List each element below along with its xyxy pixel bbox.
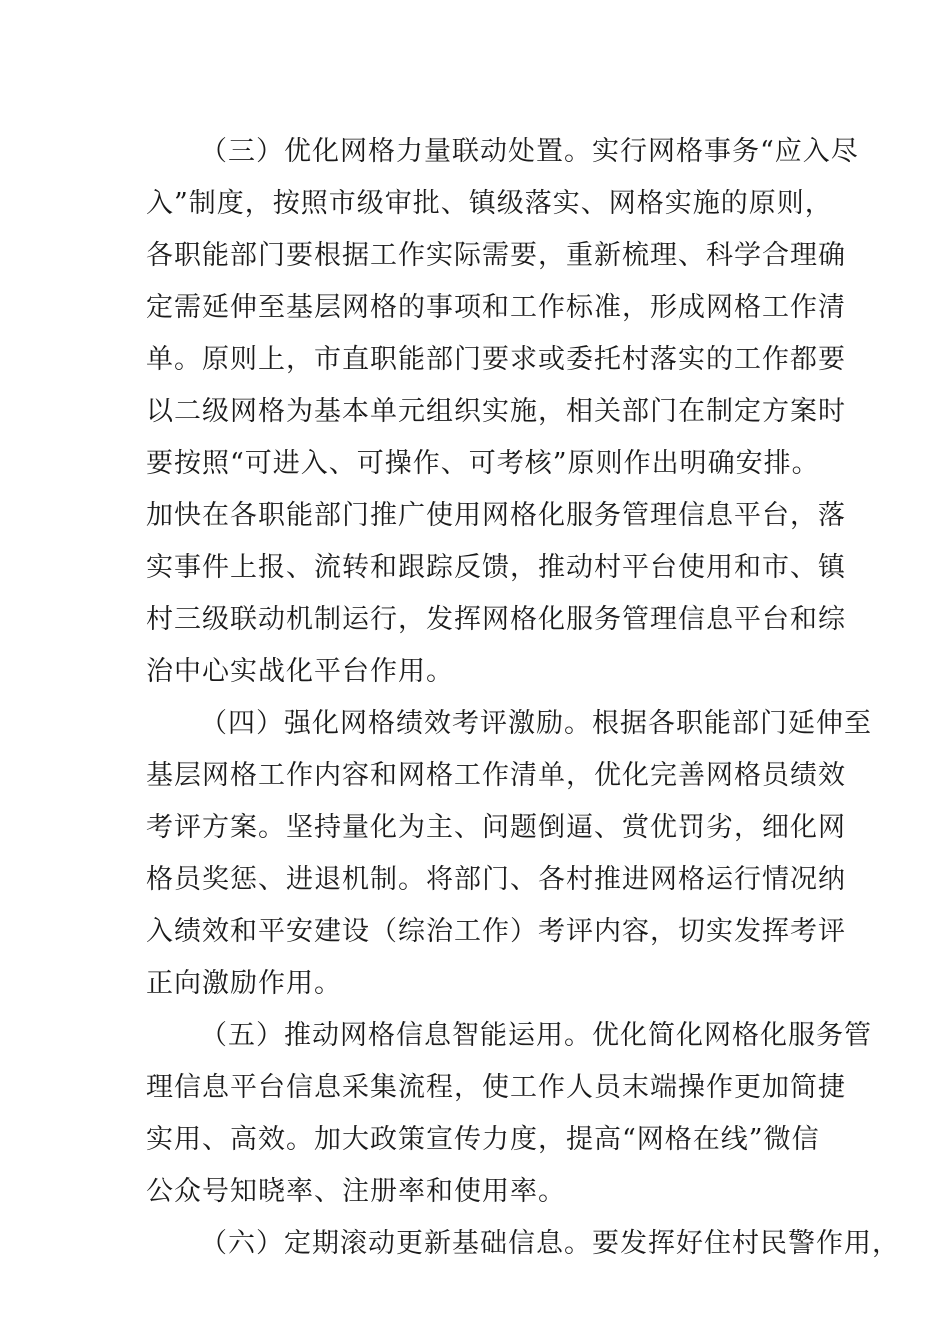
- paragraph-3-line-1: （三）优化网格力量联动处置。实行网格事务“应入尽: [200, 136, 859, 167]
- paragraph-5-line-3: 实用、高效。加大政策宣传力度，提高“网格在线”微信: [146, 1124, 820, 1155]
- paragraph-3-line-5: 单。原则上，市直职能部门要求或委托村落实的工作都要: [146, 344, 846, 375]
- paragraph-3-line-10: 村三级联动机制运行，发挥网格化服务管理信息平台和综: [146, 604, 846, 635]
- paragraph-4-line-5: 入绩效和平安建设（综治工作）考评内容，切实发挥考评: [146, 916, 846, 947]
- paragraph-4-line-3: 考评方案。坚持量化为主、问题倒逼、赏优罚劣，细化网: [146, 812, 846, 843]
- paragraph-4-line-1: （四）强化网格绩效考评激励。根据各职能部门延伸至: [200, 708, 872, 739]
- paragraph-3-line-8: 加快在各职能部门推广使用网格化服务管理信息平台，落: [146, 500, 846, 531]
- paragraph-3-line-7: 要按照“可进入、可操作、可考核”原则作出明确安排。: [146, 448, 820, 479]
- paragraph-3-line-6: 以二级网格为基本单元组织实施，相关部门在制定方案时: [146, 396, 846, 427]
- paragraph-5-line-2: 理信息平台信息采集流程，使工作人员末端操作更加简捷: [146, 1072, 846, 1103]
- paragraph-3-line-2: 入”制度，按照市级审批、镇级落实、网格实施的原则，: [146, 188, 833, 219]
- paragraph-4-line-2: 基层网格工作内容和网格工作清单，优化完善网格员绩效: [146, 760, 846, 791]
- paragraph-5-line-1: （五）推动网格信息智能运用。优化简化网格化服务管: [200, 1020, 872, 1051]
- paragraph-4-line-4: 格员奖惩、进退机制。将部门、各村推进网格运行情况纳: [146, 864, 846, 895]
- paragraph-3-line-3: 各职能部门要根据工作实际需要，重新梳理、科学合理确: [146, 240, 846, 271]
- paragraph-3-line-11: 治中心实战化平台作用。: [146, 656, 454, 687]
- paragraph-3-line-9: 实事件上报、流转和跟踪反馈，推动村平台使用和市、镇: [146, 552, 846, 583]
- document-body: [146, 126, 900, 1270]
- paragraph-4-line-6: 正向激励作用。: [146, 968, 342, 999]
- paragraph-5-line-4: 公众号知晓率、注册率和使用率。: [146, 1176, 566, 1207]
- paragraph-6-line-1: （六）定期滚动更新基础信息。要发挥好住村民警作用，: [200, 1228, 900, 1259]
- paragraph-3-line-4: 定需延伸至基层网格的事项和工作标准，形成网格工作清: [146, 292, 846, 323]
